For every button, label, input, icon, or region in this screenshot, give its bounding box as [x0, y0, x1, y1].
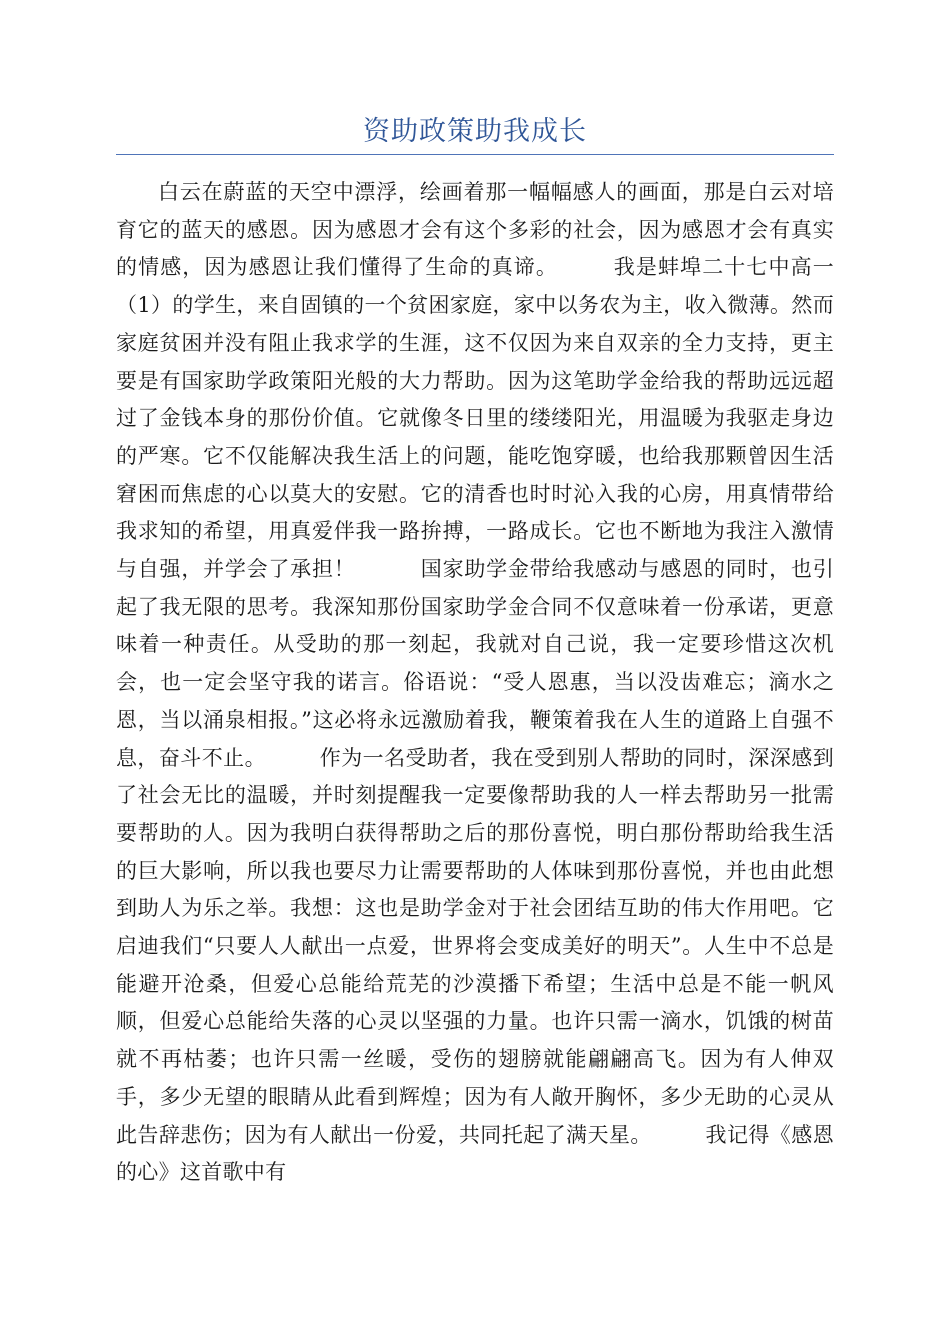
body-paragraph: 白云在蔚蓝的天空中漂浮，绘画着那一幅幅感人的画面，那是白云对培育它的蓝天的感恩。因为感恩才会有这个多彩的社会，因为感恩才会有真实的情感，因为感恩让我们懂得了生命的真谛。 我是蚌埠二十七中高一（1）的学生，来自固镇的一个贫困家庭，家中以务农为主，收入微薄。然而家庭贫困并没有阻止我求学的生涯，这不仅因为来自双亲的全力支持，更主要是有国家助学政策阳光般的大力帮助。因为这笔助学金给我的帮助远远超过了金钱本身的那份价值。它就像冬日里的缕缕阳光，用温暖为我驱走身边的严寒。它不仅能解决我生活上的问题，能吃饱穿暖，也给我那颗曾因生活窘困而焦虑的心以莫大的安慰。它的清香也时时沁入我的心房，用真情带给我求知的希望，用真爱伴我一路拚搏，一路成长。它也不断地为我注入激情与自强，并学会了承担！ 国家助学金带给我感动与感恩的同时，也引起了我无限的思考。我深知那份国家助学金合同不仅意味着一份承诺，更意味着一种责任。从受助的那一刻起，我就对自己说，我一定要珍惜这次机会，也一定会坚守我的诺言。俗语说：“受人恩惠，当以没齿难忘；滴水之恩，当以涌泉相报。”这必将永远激励着我，鞭策着我在人生的道路上自强不息，奋斗不止。 作为一名受助者，我在受到别人帮助的同时，深深感到了社会无比的温暖，并时刻提醒我一定要像帮助我的人一样去帮助另一批需要帮助的人。因为我明白获得帮助之后的那份喜悦，明白那份帮助给我生活的巨大影响，所以我也要尽力让需要帮助的人体味到那份喜悦，并也由此想到助人为乐之举。我想：这也是助学金对于社会团结互助的伟大作用吧。它启迪我们“只要人人献出一点爱，世界将会变成美好的明天”。人生中不总是能避开沧桑，但爱心总能给荒芜的沙漠播下希望；生活中总是不能一帆风顺，但爱心总能给失落的心灵以坚强的力量。也许只需一滴水，饥饿的树苗就不再枯萎；也许只需一丝暖，受伤的翅膀就能翩翩高飞。因为有人伸双手，多少无望的眼睛从此看到辉煌；因为有人敞开胸怀，多少无助的心灵从此告辞悲伤；因为有人献出一份爱，共同托起了满天星。 我记得《感恩的心》这首歌中有: [116, 180, 834, 1185]
title-underline: [116, 154, 834, 155]
document-title: 资助政策助我成长: [363, 116, 587, 147]
